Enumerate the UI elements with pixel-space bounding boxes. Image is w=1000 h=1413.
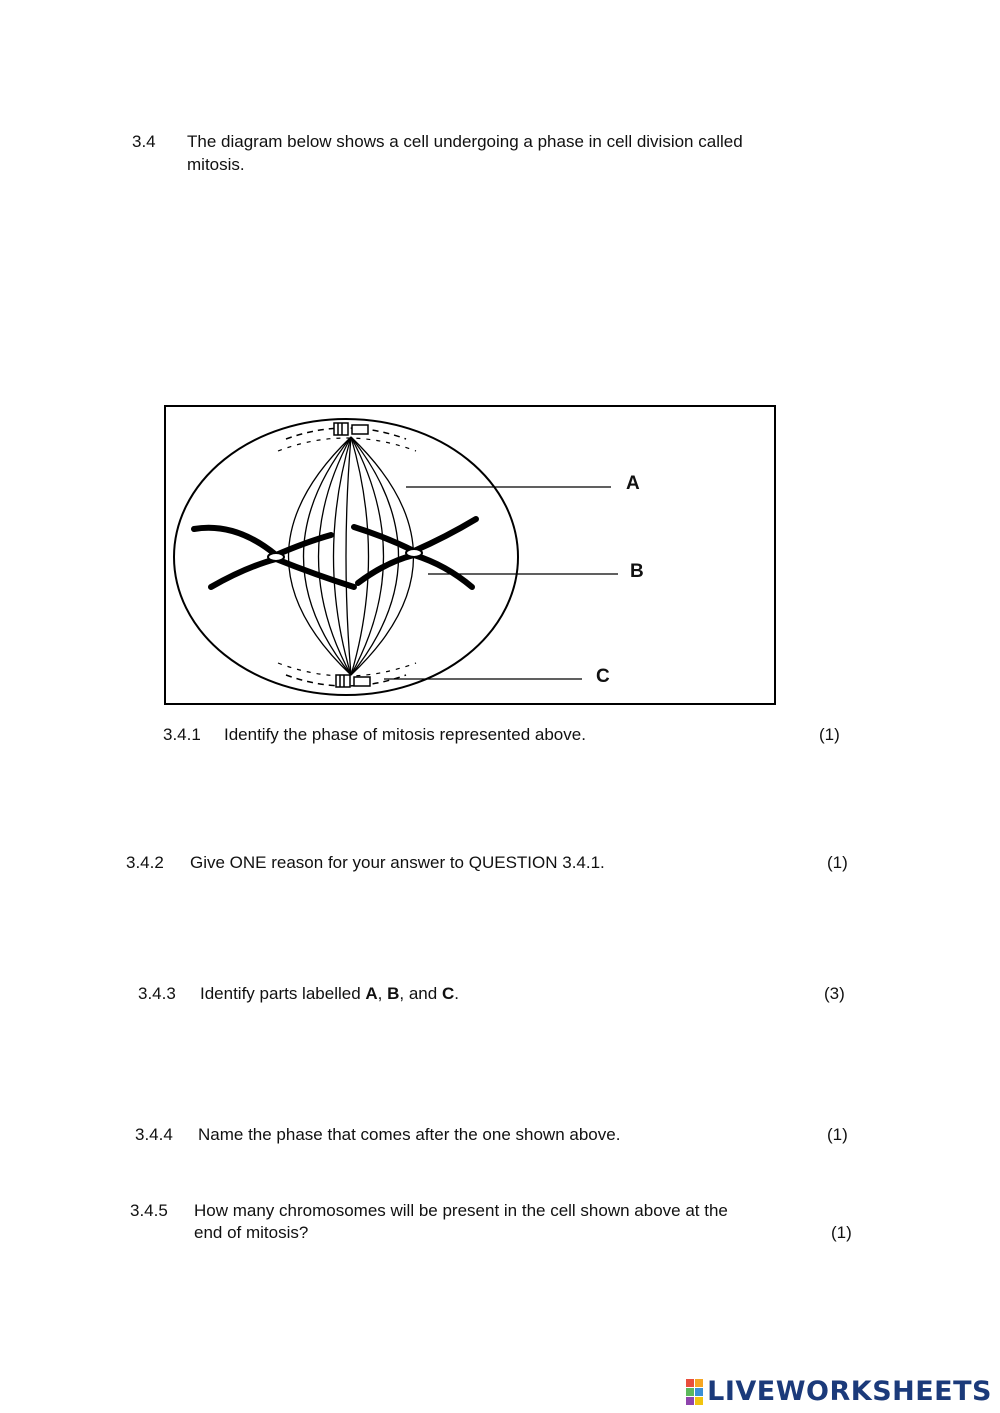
subquestion-text-line1: How many chromosomes will be present in the cell shown above at the xyxy=(194,1201,728,1220)
subquestion-3-4-5 xyxy=(130,1199,860,1247)
marks: (1) xyxy=(827,1125,848,1144)
subquestion-number: 3.4.1 xyxy=(163,725,201,744)
subquestion-3-4-3 xyxy=(138,982,858,1006)
subquestion-text: Name the phase that comes after the one shown above. xyxy=(198,1125,621,1144)
label-a: A xyxy=(626,473,640,494)
subquestion-text: Identify parts labelled A, B, and C. xyxy=(200,984,459,1003)
subquestion-number: 3.4.5 xyxy=(130,1201,168,1220)
spindle-fibres xyxy=(289,437,414,675)
logo-mark-icon xyxy=(686,1379,703,1405)
centriole-top xyxy=(334,423,368,435)
marks: (1) xyxy=(819,725,840,744)
centromere-right xyxy=(406,549,422,557)
question-ref: 3.4.1 xyxy=(562,853,601,872)
label-b: B xyxy=(630,561,644,582)
brand-name: LIVEWORKSHEETS xyxy=(707,1376,992,1407)
mitosis-diagram xyxy=(164,405,776,705)
subquestion-number: 3.4.2 xyxy=(126,853,164,872)
question-text-line1: The diagram below shows a cell undergoing a phase in cell division called xyxy=(187,132,743,151)
subquestion-3-4-2 xyxy=(126,851,856,875)
cell-illustration xyxy=(166,407,774,703)
subquestion-3-4-4 xyxy=(135,1123,855,1147)
label-c: C xyxy=(596,666,610,687)
subquestion-number: 3.4.3 xyxy=(138,984,176,1003)
subquestion-3-4-1 xyxy=(163,723,853,747)
subquestion-number: 3.4.4 xyxy=(135,1125,173,1144)
subquestion-text: Identify the phase of mitosis represented above. xyxy=(224,725,586,744)
marks: (1) xyxy=(827,853,848,872)
question-number: 3.4 xyxy=(132,132,156,151)
marks: (3) xyxy=(824,984,845,1003)
centromere-left xyxy=(268,553,284,561)
subquestion-text: Give ONE reason for your answer to QUESTION 3.4.1. xyxy=(190,853,605,872)
marks: (1) xyxy=(831,1223,852,1242)
question-text-line2: mitosis. xyxy=(187,155,245,174)
liveworksheets-logo xyxy=(686,1376,992,1407)
subquestion-text-line2: end of mitosis? xyxy=(194,1223,309,1242)
